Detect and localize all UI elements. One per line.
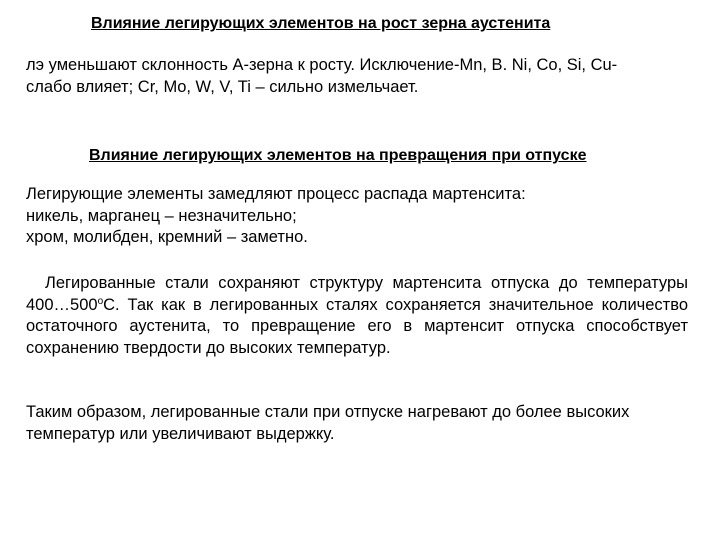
text-line: Таким образом, легированные стали при отпуске нагревают до более высоких	[26, 403, 630, 421]
text-line: Легирующие элементы замедляют процесс распада мартенсита:	[26, 185, 526, 203]
paragraph-tempered-martensite	[26, 273, 688, 359]
paragraph-conclusion	[26, 402, 696, 445]
degree-superscript: o	[97, 295, 104, 307]
paragraph-text-part: С. Так как в легированных сталях сохраняется значительное количество остаточного аустенита, то превращение его в мартенсит отпуска способствует сохранению твердости до высоких температур.	[26, 295, 688, 357]
text-line: лэ уменьшают склонность А-зерна к росту. Исключение-Mn, B. Ni, Co, Si, Cu-	[26, 56, 618, 74]
text-line: никель, марганец – незначительно;	[26, 206, 297, 225]
paragraph-grain-growth	[26, 55, 696, 98]
text-line: слабо влияет; Cr, Mo, W, V, Ti – сильно измельчает.	[26, 77, 419, 96]
text-line: температур или увеличивают выдержку.	[26, 424, 335, 443]
heading-austenite-grain-growth: Влияние легирующих элементов на рост зерна аустенита	[91, 15, 551, 32]
paragraph-text-part: Легированные стали сохраняют структуру мартенсита отпуска до температуры 400…500	[26, 274, 688, 314]
text-line: хром, молибден, кремний – заметно.	[26, 228, 308, 246]
paragraph-martensite-decomposition	[26, 184, 696, 249]
heading-tempering-transformations: Влияние легирующих элементов на превращения при отпуске	[89, 147, 587, 164]
